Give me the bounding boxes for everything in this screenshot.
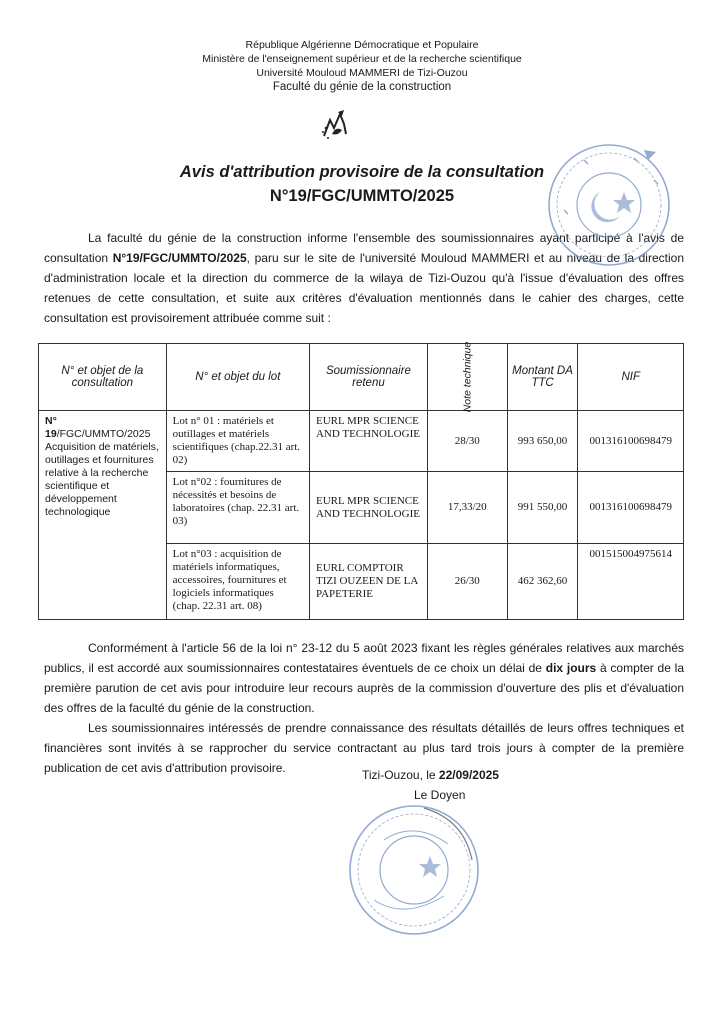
lot-cell: Lot n°02 : fournitures de nécessités et besoins de laboratoires (chap. 22.31 art. 03) [166, 472, 309, 544]
header-lot: N° et objet du lot [166, 344, 309, 411]
appeal-text-start: Conformément à l'article 56 de la loi n° 23-12 du 5 août 2023 fixant les règles générales relatives aux marchés publics, il est accordé aux soumissionnaires contestataires éventuels de ce choix un délai de [44, 641, 684, 675]
lot-cell: Lot n° 01 : matériels et outillages et matériels scientifiques (chap.22.31 art. 02) [166, 411, 309, 472]
nif-cell: 001316100698479 [578, 411, 684, 472]
university-logo-icon [318, 108, 352, 142]
notice-title-line1: Avis d'attribution provisoire de la consultation [179, 163, 545, 181]
consultation-ref-number: N° 19 [45, 415, 57, 440]
soumissionnaire-cell: EURL MPR SCIENCE AND TECHNOLOGIE [309, 472, 427, 544]
montant-cell: 991 550,00 [507, 472, 578, 544]
appeal-delay: dix jours [545, 661, 597, 675]
header-soumissionnaire: Soumissionnaire retenu [309, 344, 427, 411]
official-stamp-icon [544, 140, 674, 270]
appeal-text-end: à compter de la première parution de cet avis pour introduire leur recours auprès de la commission d'ouverture des plis et d'évaluation des offres de la faculté du génie de la construction. [44, 661, 685, 715]
signer-title: Le Doyen [414, 788, 466, 802]
header-montant: Montant DA TTC [507, 344, 578, 411]
nif-cell: 001316100698479 [578, 472, 684, 544]
note-cell: 26/30 [427, 544, 507, 620]
legal-section [44, 638, 684, 778]
intro-text-start: La faculté du génie de la construction informe l'ensemble des soumissionnaires ayant participé à l'avis de consultation [44, 231, 684, 265]
header-note [427, 341, 507, 413]
table-header-row [39, 344, 684, 411]
signature-place: Tizi-Ouzou, le [362, 768, 439, 782]
letterhead-ministry: Ministère de l'enseignement supérieur et de la recherche scientifique [202, 53, 522, 65]
notice-title-reference: N°19/FGC/UMMTO/2025 [269, 187, 455, 205]
soumissionnaire-cell: EURL MPR SCIENCE AND TECHNOLOGIE [309, 411, 427, 472]
signature-date-line [362, 768, 499, 782]
lot-cell: Lot n°03 : acquisition de matériels informatiques, accessoires, fournitures et logiciels informatiques (chap. 22.31 art. 08) [166, 544, 309, 620]
appeal-paragraph [44, 638, 684, 718]
header-consultation: N° et objet de la consultation [39, 344, 167, 411]
letterhead-university: Université Mouloud MAMMERI de Tizi-Ouzou [256, 67, 468, 79]
letterhead-faculty: Faculté du génie de la construction [272, 81, 452, 93]
signature-date: 22/09/2025 [438, 768, 499, 782]
attribution-table [38, 343, 684, 620]
consultation-object: Acquisition de matériels, outillages et fournitures relative à la recherche scientifique et développement technologique [45, 441, 159, 518]
letterhead [0, 38, 724, 94]
soumissionnaire-cell: EURL COMPTOIR TIZI OUZEEN DE LA PAPETERIE [309, 544, 427, 620]
intro-text-end: , paru sur le site de l'université Mouloud MAMMERI et au niveau de la direction d'administration locale et la direction du commerce de la wilaya de Tizi-Ouzou qu'à l'issue d'évaluation des offres retenues de cette consultation, et suite aux critères d'évaluation mentionnés dans le cahier des charges, cette consultation est provisoirement attribuée comme suit : [44, 251, 684, 325]
intro-reference: N°19/FGC/UMMTO/2025 [112, 251, 247, 265]
consultation-cell [39, 411, 167, 620]
results-paragraph: Les soumissionnaires intéressés de prendre connaissance des résultats détaillés de leurs offres techniques et financières sont invités à se rapprocher du service contractant au plus tard trois jours à compter de la première publication de cet avis d'attribution provisoire. [44, 721, 684, 775]
nif-cell: 001515004975614 [578, 544, 684, 620]
note-cell: 17,33/20 [427, 472, 507, 544]
note-cell: 28/30 [427, 411, 507, 472]
header-nif: NIF [578, 344, 684, 411]
header-note-label: Note technique [461, 341, 474, 413]
consultation-ref-rest: /FGC/UMMTO/2025 [56, 428, 151, 440]
letterhead-republic: République Algérienne Démocratique et Populaire [245, 39, 479, 51]
montant-cell: 993 650,00 [507, 411, 578, 472]
official-stamp-icon [344, 800, 484, 940]
montant-cell: 462 362,60 [507, 544, 578, 620]
table-row [39, 411, 684, 472]
